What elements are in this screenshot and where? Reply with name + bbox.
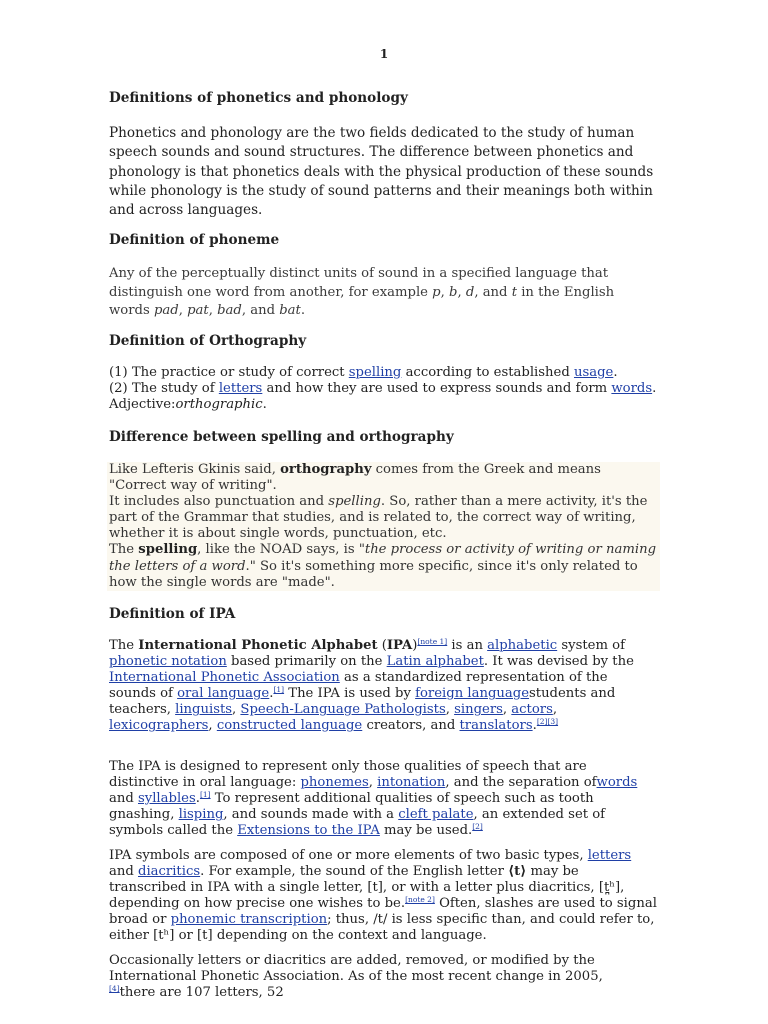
quote-block (109, 462, 657, 591)
link-diacritics[interactable]: diacritics (138, 864, 201, 880)
paragraph-phoneme: Any of the perceptually distinct units of sound in a specified language that distinguish one word from another, for example p, b, d, and t in the English words pad, pat, bad, and bat. (109, 266, 615, 318)
footnote-4[interactable]: [4] (109, 984, 120, 994)
link-intonation[interactable]: intonation (377, 775, 446, 791)
heading-phoneme: Definition of phoneme (109, 232, 280, 248)
link-actors[interactable]: actors (511, 702, 553, 718)
link-lexicographers[interactable]: lexicographers (109, 718, 209, 734)
link-extensions-to-the-ipa[interactable]: Extensions to the IPA (237, 823, 380, 839)
quote-paragraph-1: Like Lefteris Gkinis said, orthography comes from the Greek and means "Correct way of writing". (109, 462, 601, 494)
link-linguists[interactable]: linguists (175, 702, 233, 718)
link-oral-language[interactable]: oral language (177, 686, 270, 702)
orthography-definition-1: (1) The practice or study of correct spelling according to established usage. (109, 365, 618, 380)
link-words[interactable]: words (611, 381, 653, 397)
ipa-paragraph-3: IPA symbols are composed of one or more elements of two basic types, letters and diacritics. For example, the sound of the English letter ⟨t⟩ may be transcribed in IPA with a single letter, [t], or with a letter plus diacritics, [t̪ʰ], depending on how precise one wishes to be.[note 2] Often, slashes are used to signal broad or phonemic transcription; thus, /t/ is less specific than, and could refer to, either [tʰ] or [t] depending on the context and language. (109, 848, 657, 944)
link-singers[interactable]: singers (454, 702, 503, 718)
link-phonemic-transcription[interactable]: phonemic transcription (170, 912, 328, 928)
heading-ipa: Definition of IPA (109, 606, 236, 622)
quote-paragraph-2: It includes also punctuation and spelling. So, rather than a mere activity, it's the part of the Grammar that studies, and is related to, the correct way of writing, whether it is about single words, punctuation, etc. (109, 494, 648, 542)
link-phonetic-notation[interactable]: phonetic notation (109, 654, 227, 670)
link-cleft-palate[interactable]: cleft palate (398, 807, 474, 823)
link-speech-language-pathologists[interactable]: Speech-Language Pathologists (240, 702, 446, 718)
link-words-ipa[interactable]: words (596, 775, 638, 791)
link-syllables[interactable]: syllables (138, 791, 196, 807)
link-letters[interactable]: letters (218, 381, 263, 397)
link-constructed-language[interactable]: constructed language (216, 718, 363, 734)
link-usage[interactable]: usage (573, 365, 614, 380)
link-spelling[interactable]: spelling (348, 365, 402, 380)
link-letters-ipa[interactable]: letters (587, 848, 632, 863)
link-latin-alphabet[interactable]: Latin alphabet (386, 654, 484, 670)
link-lisping[interactable]: lisping (178, 807, 224, 823)
heading-orthography: Definition of Orthography (109, 333, 307, 349)
page-number: 1 (379, 47, 389, 61)
link-phonemes[interactable]: phonemes (300, 775, 369, 791)
paragraph-phonetics-phonology: Phonetics and phonology are the two fields dedicated to the study of human speech sounds and sound structures. The difference between phonetics and phonology is that phonetics deals with the physical production of these sounds while phonology is the study of sound patterns and their meanings both within and across languages. (109, 125, 654, 219)
quote-paragraph-3: The spelling, like the NOAD says, is "the process or activity of writing or naming the letters of a word." So it's something more specific, since it's only related to how the single words are "made". (109, 542, 657, 590)
link-international-phonetic-association[interactable]: International Phonetic Association (109, 670, 340, 686)
orthography-definition-2: (2) The study of letters and how they are used to express sounds and form words. (109, 381, 657, 397)
link-foreign-language[interactable]: foreign language (415, 686, 529, 702)
link-translators[interactable]: translators (459, 718, 533, 734)
footnote-note-1[interactable]: [note 1] (417, 637, 448, 646)
footnote-1[interactable]: [1] (273, 685, 285, 695)
footnote-2-3[interactable]: [2][3] (536, 717, 559, 727)
heading-phonetics-phonology: Definitions of phonetics and phonology (109, 90, 408, 106)
footnote-1-b[interactable]: [1] (199, 790, 211, 800)
footnote-note-2[interactable]: [note 2] (405, 895, 435, 905)
link-alphabetic[interactable]: alphabetic (487, 638, 558, 653)
orthography-adjective: Adjective:orthographic. (109, 397, 267, 413)
orthography-definitions (109, 365, 659, 414)
ipa-paragraph-1: The International Phonetic Alphabet (IPA)[note 1] is an alphabetic system of phonetic notation based primarily on the Latin alphabet. It was devised by the International Phonetic Association as a standardized representation of the sounds of oral language.[1] The IPA is used by foreign languagestudents and teachers, linguists, Speech-Language Pathologists, singers, actors, lexicographers, constructed language creators, and translators.[2][3] (109, 637, 634, 734)
heading-spelling-vs-orthography: Difference between spelling and orthography (109, 429, 454, 445)
ipa-paragraph-2: The IPA is designed to represent only those qualities of speech that are distinctive in oral language: phonemes, intonation, and the separation ofwords and syllables.[1] To represent additional qualities of speech such as tooth gnashing, lisping, and sounds made with a cleft palate, an extended set of symbols called the Extensions to the IPA may be used.[2] (109, 759, 638, 839)
footnote-2-b[interactable]: [2] (472, 822, 483, 832)
ipa-paragraph-4: Occasionally letters or diacritics are added, removed, or modified by the International Phonetic Association. As of the most recent change in 2005,[4]there are 107 letters, 52 (109, 953, 603, 1001)
